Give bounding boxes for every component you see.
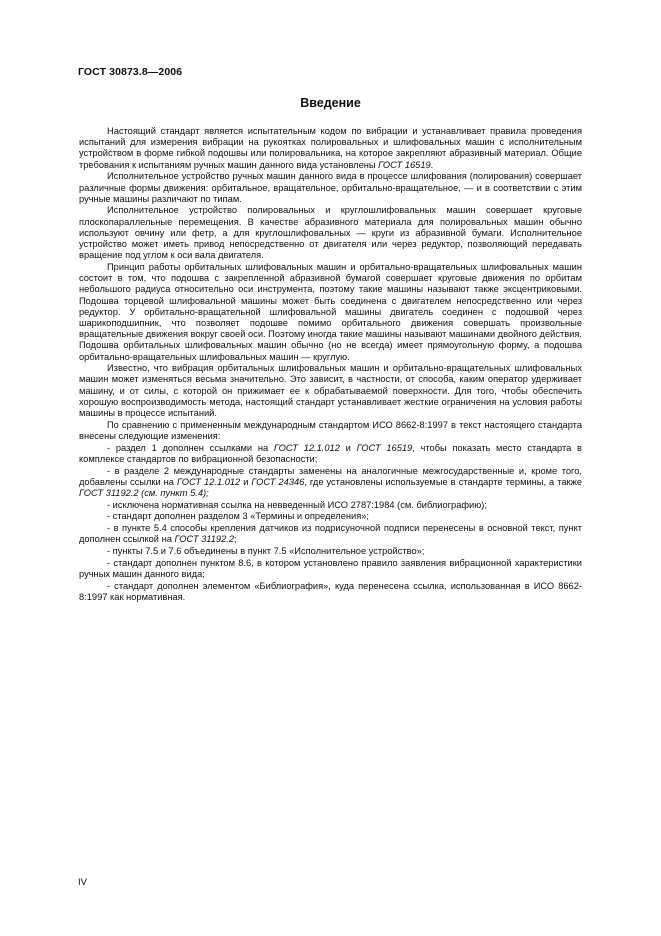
- section-title: Введение: [300, 96, 361, 110]
- standard-reference: ГОСТ 24346: [251, 476, 305, 487]
- text-run: и: [240, 476, 252, 487]
- page-number: IV: [78, 877, 87, 888]
- text-run: По сравнению с примененным международным стандартом ИСО 8662-8:1997 в текст настоящего стандарта внесены следующие изменения:: [79, 419, 582, 441]
- text-run: , где установлены используемые в стандарте термины, а также: [304, 476, 583, 487]
- text-run: - пункты 7.5 и 7.6 объединены в пункт 7.5 «Исполнительное устройство»;: [107, 546, 425, 557]
- text-run: Принцип работы орбитальных шлифовальных машин и орбитально-вращательных шлифовальных машин состоит в том, что подошва с закрепленной абразивной бумагой совершает круговые движения по орбитам небольшого радиуса относительно оси инструмента, поэтому такие машины называют также эксцентриковыми. Подошва торцевой шлифовальной машины может быть соединена с двигателем непосредственно или через редуктор. У орбитально-вращательной шлифовальной машины двигатель соединен с подошвой через шарикоподшипник, что позволяет подошве помимо орбитального движения совершать произвольные вращательные движения вокруг своей оси. Поэтому иногда такие машины называют машинами двойного действия. Подошва орбитальных шлифовальных машин обычно (но не всегда) имеет прямоугольную форму, а подошва орбитально-вращательных шлифовальных машин — круглую.: [79, 261, 582, 362]
- standard-reference: ГОСТ 31192.2: [174, 534, 235, 545]
- text-run: и: [339, 442, 357, 453]
- standard-reference: ГОСТ 16519: [356, 442, 413, 453]
- list-item-change-section3: [79, 511, 582, 522]
- standard-reference: ГОСТ 12.1.012: [176, 476, 241, 487]
- text-run: - в пункте 5.4 способы крепления датчиков из подрисуночной подписи перенесены в основной текст, пункт дополнен ссылкой на: [79, 523, 582, 545]
- standard-reference: ГОСТ 16519: [378, 159, 431, 170]
- text-run: Исполнительное устройство полировальных и круглошлифовальных машин совершает круговые плоскопараллельные перемещения. В качестве абразивного материала для полировальных машин обычно используют овчину или фетр, а для круглошлифовальных — круги из абразивной бумаги. Исполнительное устройство может иметь привод непосредственно от двигателя или через редуктор, позволяющий передавать вращение под углом к оси вала двигателя.: [79, 205, 582, 261]
- standard-reference: ГОСТ 31192.2 (см. пункт 5.4);: [79, 488, 209, 498]
- document-code-header: ГОСТ 30873.8—2006: [78, 66, 183, 78]
- standard-reference: ГОСТ 12.1.012: [273, 442, 340, 453]
- list-item-change-clause75: [79, 546, 582, 557]
- text-run: Настоящий стандарт является испытательным кодом по вибрации и устанавливает правила проведения испытаний для измерения вибрации на рукоятках полировальных и шлифовальных машин с исполнительным устройством в форме гибкой подошвы или полировальника, на которое закрепляют абразивный материал. Общие требования к испытаниям ручных машин данного вида установлены: [79, 126, 582, 170]
- list-item-change-section2: [79, 466, 582, 500]
- text-run: ;: [234, 534, 237, 545]
- text-run: - раздел 1 дополнен ссылками на: [107, 442, 274, 453]
- text-run: - исключена нормативная ссылка на невведенный ИСО 2787:1984 (см. библиографию);: [107, 499, 487, 510]
- text-run: - в разделе 2 международные стандарты заменены на аналогичные межгосударственные и, кроме того, добавлены ссылки на: [79, 465, 582, 487]
- text-run: Известно, что вибрация орбитальных шлифовальных машин и орбитально-вращательных шлифовальных машин может изменяться весьма значительно. Это зависит, в частности, от способа, каким оператор удерживает машину, и от силы, с которой он прижимает ее к обрабатываемой поверхности. Для того, чтобы обеспечить хорошую воспроизводимость метода, настоящий стандарт устанавливает жесткие ограничения на условия работы машины в процессе испытаний.: [79, 363, 582, 419]
- text-run: - стандарт дополнен элементом «Библиография», куда перенесена ссылка, использованная в ИСО 8662-8:1997 как нормативная.: [79, 580, 582, 602]
- text-run: Исполнительное устройство ручных машин данного вида в процессе шлифования (полирования) совершает различные формы движения: орбитальное, вращательное, орбитально-вращательное, — и в соответствии с этим ручные машины различают по типам.: [79, 171, 582, 204]
- list-item-change-bibliography: [79, 581, 582, 603]
- text-run: - стандарт дополнен разделом 3 «Термины и определения»;: [107, 511, 370, 522]
- text-run: - стандарт дополнен пунктом 8.6, в котором установлено правило заявления вибрационной характеристики ручных машин данного вида;: [79, 557, 582, 579]
- list-item-change-excluded-ref: [79, 500, 582, 511]
- paragraph-polishing-machines: [79, 205, 582, 261]
- list-item-change-section1: [79, 443, 582, 465]
- paragraph-motion-types: [79, 171, 582, 205]
- paragraph-intro-purpose: [79, 126, 582, 171]
- list-item-change-clause54: [79, 523, 582, 545]
- text-run: , чтобы показать место стандарта в комплексе стандартов по вибрационной безопасности;: [79, 442, 583, 464]
- paragraph-vibration-variability: [79, 363, 582, 419]
- list-item-change-clause86: [79, 558, 582, 580]
- introduction-body: [79, 126, 582, 603]
- paragraph-changes-intro: [79, 420, 582, 442]
- text-run: .: [430, 159, 434, 170]
- paragraph-orbital-principle: [79, 262, 582, 363]
